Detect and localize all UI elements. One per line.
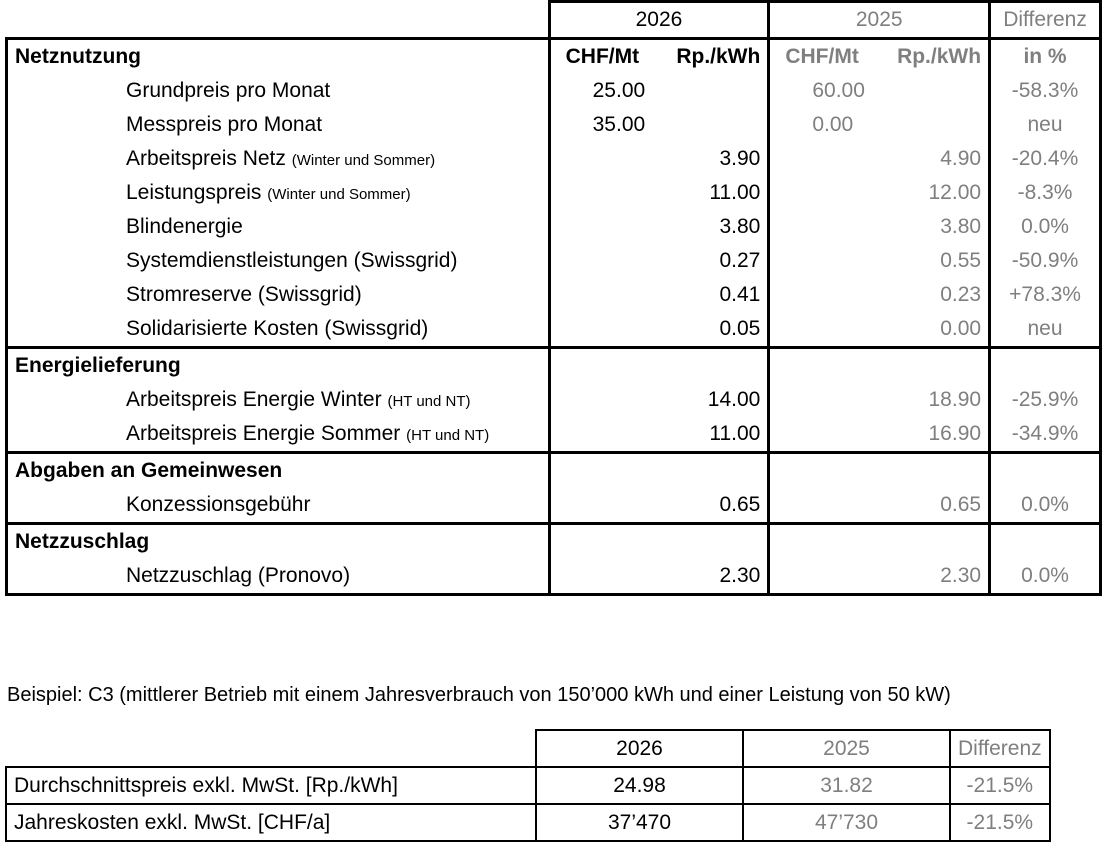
section-title: Energielieferung <box>7 348 550 384</box>
tariff-row <box>7 210 1101 244</box>
row-label: Grundpreis pro Monat <box>126 79 331 102</box>
unit-2026 <box>549 39 769 75</box>
unit-chf-2026: CHF/Mt <box>565 45 640 68</box>
chf-2026: 25.00 <box>592 79 646 102</box>
value-2026-cell <box>549 108 769 142</box>
value-2026-cell <box>549 559 769 595</box>
rp-2026: 11.00 <box>709 422 761 445</box>
chf-2025: 0.00 <box>812 113 854 136</box>
section-blank <box>990 453 1101 489</box>
row-label-cell <box>7 176 550 210</box>
unit-rp-2026: Rp./kWh <box>676 45 761 68</box>
tariff-table <box>5 0 1102 596</box>
diff-cell: neu <box>990 312 1101 348</box>
chf-2025 <box>777 249 812 273</box>
section-blank <box>990 348 1101 384</box>
unit-rp-2025: Rp./kWh <box>897 45 982 68</box>
chf-2026: 35.00 <box>592 113 646 136</box>
value-2025-cell <box>769 210 990 244</box>
chf-2026 <box>558 215 593 239</box>
rp-2026: 14.00 <box>707 388 761 411</box>
value-2026-cell <box>549 74 769 108</box>
value-2026-cell <box>549 244 769 278</box>
row-label-cell <box>7 108 550 142</box>
tariff-row <box>7 488 1101 524</box>
diff-cell: -58.3% <box>990 74 1101 108</box>
example-diff: -21.5% <box>950 767 1050 804</box>
example-value-2026: 37’470 <box>536 804 743 841</box>
section-row <box>7 453 1101 489</box>
chf-2025 <box>777 215 812 239</box>
header-year-2026: 2026 <box>549 2 769 39</box>
chf-2026 <box>558 493 593 517</box>
diff-cell: 0.0% <box>990 559 1101 595</box>
value-2026-cell <box>549 210 769 244</box>
chf-2025 <box>777 283 812 307</box>
row-label-cell <box>7 417 550 453</box>
section-title: Abgaben an Gemeinwesen <box>7 453 550 489</box>
row-note: (Winter und Sommer) <box>267 186 411 203</box>
value-2026-cell <box>549 176 769 210</box>
section-title: Netznutzung <box>7 39 550 75</box>
rp-2026: 0.41 <box>719 283 761 306</box>
diff-cell: neu <box>990 108 1101 142</box>
section-blank <box>769 453 990 489</box>
row-label-cell <box>7 244 550 278</box>
row-label-cell <box>7 312 550 348</box>
rp-2025: 2.30 <box>940 564 982 587</box>
section-blank <box>990 524 1101 560</box>
header-year-2025: 2025 <box>769 2 990 39</box>
section-blank <box>769 348 990 384</box>
row-label: Konzessionsgebühr <box>126 493 311 516</box>
value-2025-cell <box>769 383 990 417</box>
value-2026-cell <box>549 312 769 348</box>
tariff-row <box>7 108 1101 142</box>
example-header-diff: Differenz <box>950 730 1050 767</box>
example-row <box>6 804 1050 841</box>
row-label: Arbeitspreis Energie Winter <box>126 388 382 411</box>
diff-cell: -20.4% <box>990 142 1101 176</box>
header-diff: Differenz <box>990 2 1101 39</box>
example-header-blank <box>6 730 536 767</box>
rp-2025: 4.90 <box>940 147 982 170</box>
rp-2025: 0.00 <box>940 317 982 340</box>
row-label-cell <box>7 278 550 312</box>
section-blank <box>549 348 769 384</box>
row-label: Solidarisierte Kosten (Swissgrid) <box>126 317 429 340</box>
unit-chf-2025: CHF/Mt <box>785 45 859 68</box>
chf-2025 <box>777 181 812 205</box>
rp-2026: 0.27 <box>719 249 761 272</box>
tariff-row <box>7 312 1101 348</box>
value-2025-cell <box>769 559 990 595</box>
tariff-row <box>7 278 1101 312</box>
row-label: Messpreis pro Monat <box>126 113 323 136</box>
rp-2026: 3.80 <box>719 215 761 238</box>
example-label: Jahreskosten exkl. MwSt. [CHF/a] <box>6 804 536 841</box>
rp-2026: 0.05 <box>719 317 761 340</box>
example-value-2026: 24.98 <box>536 767 743 804</box>
section-title: Netzzuschlag <box>7 524 550 560</box>
row-label: Arbeitspreis Energie Sommer <box>126 422 401 445</box>
tariff-row <box>7 142 1101 176</box>
row-label-cell <box>7 74 550 108</box>
chf-2026 <box>558 388 593 412</box>
row-note: (Winter und Sommer) <box>291 152 436 169</box>
chf-2026 <box>558 147 593 171</box>
diff-cell: -8.3% <box>990 176 1101 210</box>
value-2025-cell <box>769 244 990 278</box>
value-2026-cell <box>549 417 769 453</box>
diff-cell: -25.9% <box>990 383 1101 417</box>
value-2025-cell <box>769 108 990 142</box>
row-label-cell <box>7 559 550 595</box>
section-blank <box>549 453 769 489</box>
value-2025-cell <box>769 312 990 348</box>
section-blank <box>769 524 990 560</box>
row-note: (HT und NT) <box>406 427 490 444</box>
rp-2026: 0.65 <box>719 493 761 516</box>
tariff-row <box>7 559 1101 595</box>
row-label: Netzzuschlag (Pronovo) <box>126 564 351 587</box>
row-label: Systemdienstleistungen (Swissgrid) <box>126 249 458 272</box>
unit-diff: in % <box>990 39 1101 75</box>
example-header-2025: 2025 <box>743 730 950 767</box>
diff-cell: +78.3% <box>990 278 1101 312</box>
section-row <box>7 348 1101 384</box>
chf-2025: 60.00 <box>812 79 865 102</box>
chf-2026 <box>558 249 593 273</box>
rp-2025: 18.90 <box>928 388 982 411</box>
chf-2026 <box>558 564 593 588</box>
row-label-cell <box>7 488 550 524</box>
chf-2026 <box>558 422 593 446</box>
row-label-cell <box>7 383 550 417</box>
value-2025-cell <box>769 176 990 210</box>
rp-2026: 2.30 <box>719 564 761 587</box>
diff-cell: 0.0% <box>990 488 1101 524</box>
example-table <box>5 729 1051 842</box>
rp-2025: 0.65 <box>940 493 982 516</box>
value-2026-cell <box>549 383 769 417</box>
chf-2025 <box>777 317 812 341</box>
header-blank <box>7 2 550 39</box>
value-2025-cell <box>769 417 990 453</box>
value-2025-cell <box>769 142 990 176</box>
example-label: Durchschnittspreis exkl. MwSt. [Rp./kWh] <box>6 767 536 804</box>
example-value-2025: 31.82 <box>743 767 950 804</box>
example-header-row <box>6 730 1050 767</box>
chf-2025 <box>777 493 812 517</box>
value-2026-cell <box>549 488 769 524</box>
section-row <box>7 39 1101 75</box>
row-label: Blindenergie <box>126 215 243 238</box>
chf-2026 <box>558 317 593 341</box>
rp-2025: 0.23 <box>940 283 982 306</box>
example-value-2025: 47’730 <box>743 804 950 841</box>
example-row <box>6 767 1050 804</box>
rp-2025: 12.00 <box>928 181 982 204</box>
rp-2025: 0.55 <box>940 249 982 272</box>
value-2026-cell <box>549 142 769 176</box>
tariff-row <box>7 244 1101 278</box>
value-2025-cell <box>769 488 990 524</box>
chf-2026 <box>558 283 593 307</box>
section-blank <box>549 524 769 560</box>
row-label-cell <box>7 210 550 244</box>
tariff-row <box>7 417 1101 453</box>
chf-2025 <box>777 422 812 446</box>
rp-2026: 3.90 <box>719 147 761 170</box>
tariff-row <box>7 176 1101 210</box>
example-diff: -21.5% <box>950 804 1050 841</box>
rp-2025: 3.80 <box>940 215 982 238</box>
diff-cell: -50.9% <box>990 244 1101 278</box>
chf-2025 <box>777 564 812 588</box>
chf-2025 <box>777 147 812 171</box>
rp-2026: 11.00 <box>709 181 761 204</box>
header-row <box>7 2 1101 39</box>
chf-2025 <box>777 388 812 412</box>
row-label-cell <box>7 142 550 176</box>
tariff-row <box>7 383 1101 417</box>
value-2025-cell <box>769 278 990 312</box>
diff-cell: -34.9% <box>990 417 1101 453</box>
example-header-2026: 2026 <box>536 730 743 767</box>
row-label: Arbeitspreis Netz <box>126 147 286 170</box>
section-row <box>7 524 1101 560</box>
unit-2025 <box>769 39 990 75</box>
example-caption: Beispiel: C3 (mittlerer Betrieb mit einem Jahresverbrauch von 150’000 kWh und einer Leistung von 50 kW) <box>7 684 951 706</box>
diff-cell: 0.0% <box>990 210 1101 244</box>
value-2026-cell <box>549 278 769 312</box>
row-label: Leistungspreis <box>126 181 262 204</box>
rp-2025: 16.90 <box>928 422 982 445</box>
tariff-row <box>7 74 1101 108</box>
row-label: Stromreserve (Swissgrid) <box>126 283 362 306</box>
row-note: (HT und NT) <box>387 393 471 410</box>
chf-2026 <box>558 181 593 205</box>
value-2025-cell <box>769 74 990 108</box>
